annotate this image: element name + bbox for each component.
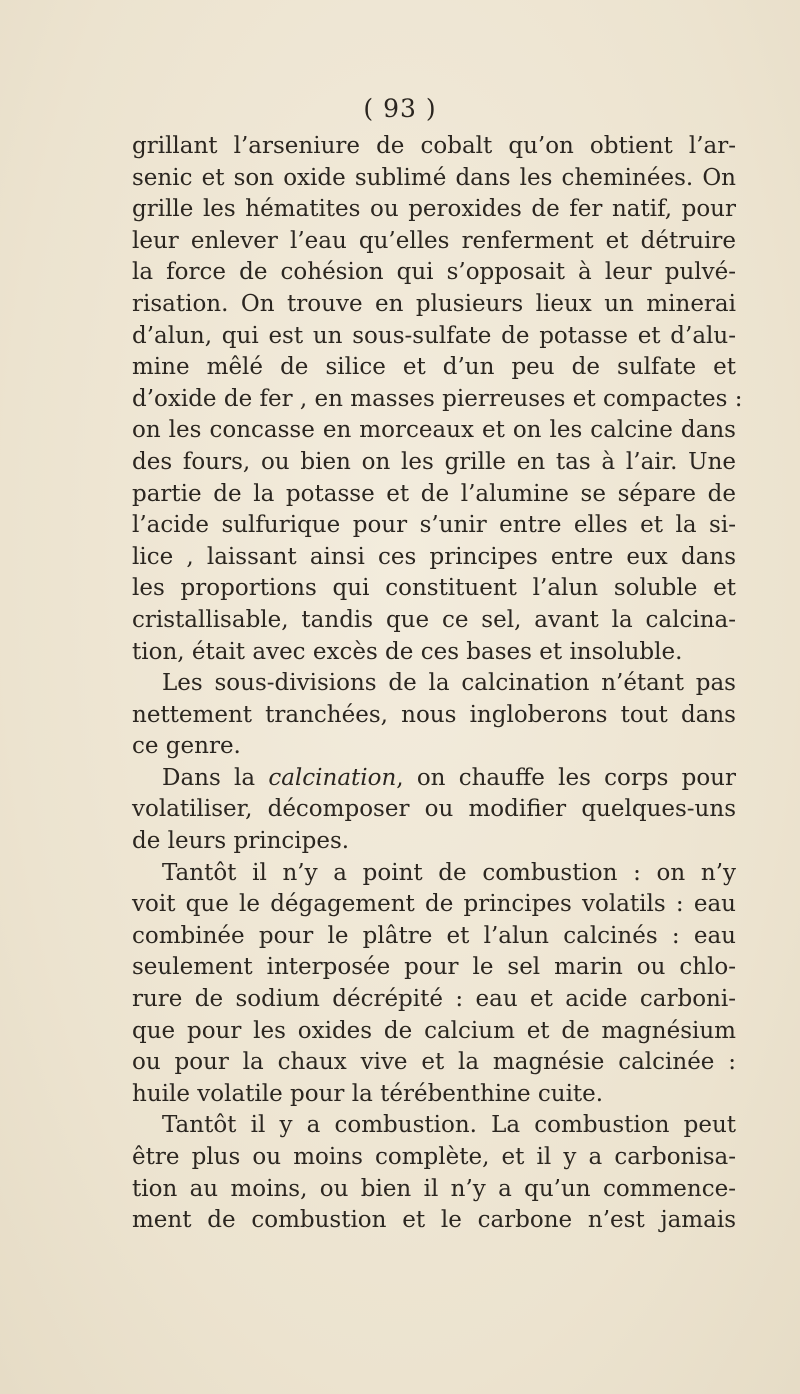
text-line: huile volatile pour la térébenthine cuite. [132, 1080, 604, 1107]
text-line: de leurs principes. [132, 828, 350, 855]
text-line: Tantôt il y a combustion. La combustion peut [162, 1112, 736, 1139]
text-line: voit que le dégagement de principes volatils : eau [132, 891, 736, 918]
text-line: nettement tranchées, nous ingloberons tout dans [132, 701, 736, 728]
text-line: Tantôt il n’y a point de combustion : on n’y [162, 859, 736, 886]
text-line: on les concasse en morceaux et on les calcine dans [132, 417, 736, 444]
paragraph [132, 131, 743, 668]
text-line: volatiliser, décomposer ou modifier quelques-uns [132, 796, 736, 823]
text-line: tion, était avec excès de ces bases et insoluble. [132, 638, 683, 665]
text-line: Les sous-divisions de la calcination n’étant pas [162, 670, 736, 697]
text-line: les proportions qui constituent l’alun soluble et [132, 575, 736, 602]
text-line: que pour les oxides de calcium et de magnésium [132, 1017, 736, 1044]
text-line: lice , laissant ainsi ces principes entre eux dans [132, 543, 736, 570]
text-line: ou pour la chaux vive et la magnésie calcinée : [132, 1049, 736, 1076]
italic-term: calcination [268, 764, 397, 791]
text-line: la force de cohésion qui s’opposait à leur pulvé- [132, 259, 736, 286]
text-line: rure de sodium décrépité : eau et acide carboni- [132, 986, 736, 1013]
text-line: ce genre. [132, 733, 241, 760]
text-line: d’alun, qui est un sous-sulfate de potasse et d’alu- [132, 322, 736, 349]
text-line: leur enlever l’eau qu’elles renferment et détruire [132, 227, 736, 254]
text-line: d’oxide de fer , en masses pierreuses et compactes : [132, 385, 743, 412]
text-line: combinée pour le plâtre et l’alun calcinés : eau [132, 922, 736, 949]
paragraph [132, 858, 736, 1111]
text-line: partie de la potasse et de l’alumine se sépare de [132, 480, 736, 507]
text-line: senic et son oxide sublimé dans les cheminées. On [132, 164, 736, 191]
text-line-with-italic: Dans la calcination, on chauffe les corps pour [162, 764, 736, 791]
text-line: ment de combustion et le carbone n’est jamais [132, 1207, 736, 1234]
text-line: mine mêlé de silice et d’un peu de sulfate et [132, 354, 736, 381]
paragraph [132, 763, 736, 858]
body-text [132, 131, 743, 1237]
text-line: être plus ou moins complète, et il y a carbonisa- [132, 1144, 736, 1170]
paragraph [132, 668, 736, 763]
text-line: grille les hématites ou peroxides de fer natif, pour [132, 196, 736, 223]
paragraph [132, 1110, 736, 1236]
text-line: seulement interposée pour le sel marin ou chlo- [132, 954, 736, 981]
page-number: ( 93 ) [363, 94, 437, 123]
text-line: tion au moins, ou bien il n’y a qu’un commence- [132, 1175, 736, 1202]
text-line: risation. On trouve en plusieurs lieux un minerai [132, 290, 736, 317]
text-line: cristallisable, tandis que ce sel, avant la calcina- [132, 606, 736, 633]
text-line: des fours, ou bien on les grille en tas à l’air. Une [132, 448, 736, 475]
text-line: grillant l’arseniure de cobalt qu’on obtient l’ar- [132, 133, 736, 159]
text-line: l’acide sulfurique pour s’unir entre elles et la si- [132, 512, 736, 539]
